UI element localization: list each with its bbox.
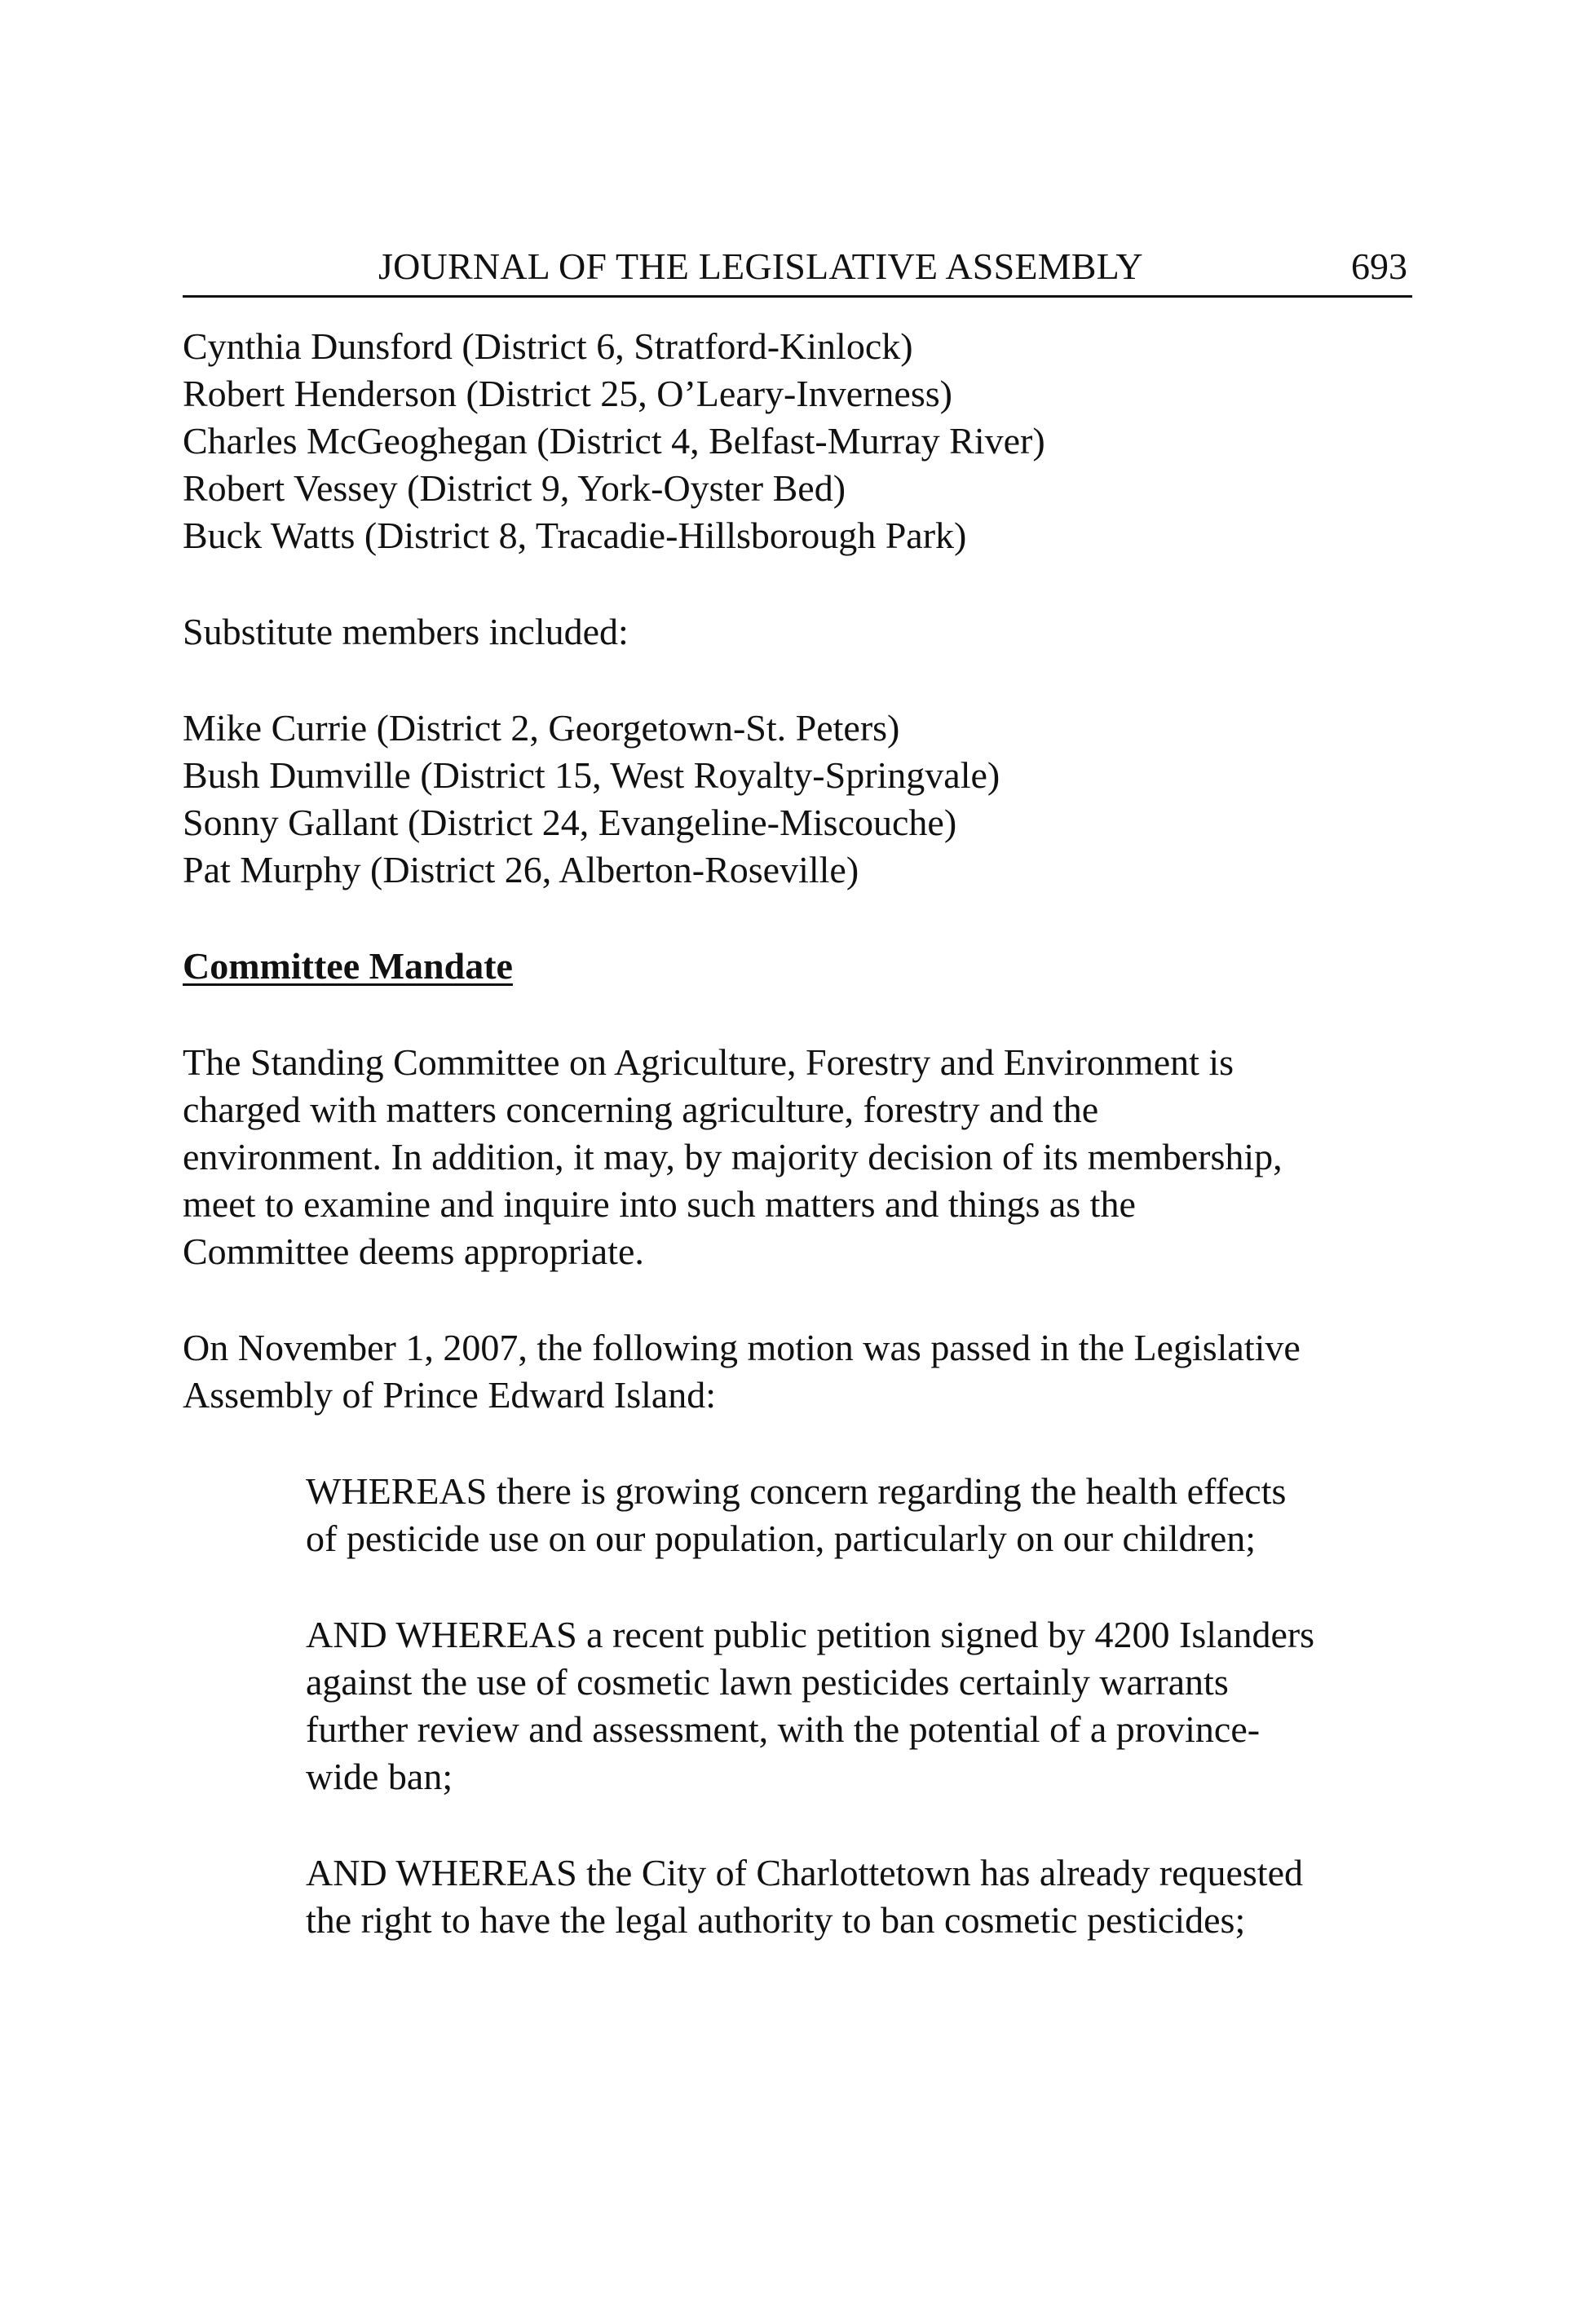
member-line: Robert Vessey (District 9, York-Oyster Bed) <box>183 467 846 509</box>
paragraph-line: On November 1, 2007, the following motion was passed in the Legislative <box>183 1327 1301 1368</box>
substitute-line: Mike Currie (District 2, Georgetown-St. Peters) <box>183 707 900 749</box>
member-list <box>183 323 1422 559</box>
mandate-paragraph <box>183 1039 1422 1275</box>
journal-title: JOURNAL OF THE LEGISLATIVE ASSEMBLY <box>378 245 1143 287</box>
member-line: Charles McGeoghegan (District 4, Belfast-Murray River) <box>183 420 1045 462</box>
paragraph-line: environment. In addition, it may, by majority decision of its membership, <box>183 1136 1283 1177</box>
section-heading: Committee Mandate <box>183 945 513 987</box>
paragraph-line: meet to examine and inquire into such matters and things as the <box>183 1183 1136 1225</box>
paragraph-line: Committee deems appropriate. <box>183 1230 644 1272</box>
clause-line: against the use of cosmetic lawn pesticides certainly warrants <box>306 1661 1229 1703</box>
clause-line: the right to have the legal authority to ban cosmetic pesticides; <box>306 1899 1246 1941</box>
spacer <box>183 559 1422 608</box>
substitute-list <box>183 705 1422 894</box>
spacer <box>183 1275 1422 1324</box>
clause-line: wide ban; <box>306 1756 453 1797</box>
page-number: 693 <box>1351 245 1407 287</box>
clause-line: further review and assessment, with the potential of a province- <box>306 1708 1261 1750</box>
clause-line: AND WHEREAS a recent public petition signed by 4200 Islanders <box>306 1614 1315 1655</box>
member-line: Cynthia Dunsford (District 6, Stratford-Kinlock) <box>183 325 913 367</box>
motion-clause <box>183 1468 1422 1562</box>
spacer <box>183 1562 1422 1611</box>
spacer <box>183 894 1422 943</box>
clause-line: AND WHEREAS the City of Charlottetown has already requested <box>306 1852 1303 1893</box>
spacer <box>183 990 1422 1039</box>
page-content <box>183 323 1422 1944</box>
spacer <box>183 656 1422 705</box>
paragraph-line: charged with matters concerning agriculture, forestry and the <box>183 1089 1099 1130</box>
substitute-line: Sonny Gallant (District 24, Evangeline-Miscouche) <box>183 802 957 843</box>
motion-intro-paragraph <box>183 1324 1422 1419</box>
spacer <box>183 1800 1422 1849</box>
spacer <box>183 1419 1422 1468</box>
member-line: Robert Henderson (District 25, O’Leary-Inverness) <box>183 373 952 414</box>
motion-clause <box>183 1611 1422 1800</box>
paragraph-line: Assembly of Prince Edward Island: <box>183 1374 717 1416</box>
paragraph-line: The Standing Committee on Agriculture, Forestry and Environment is <box>183 1041 1234 1083</box>
substitute-intro: Substitute members included: <box>183 611 629 652</box>
clause-line: WHEREAS there is growing concern regarding the health effects <box>306 1470 1287 1512</box>
motion-clause <box>183 1849 1422 1944</box>
page-header <box>183 236 1412 298</box>
clause-line: of pesticide use on our population, particularly on our children; <box>306 1518 1257 1559</box>
substitute-line: Bush Dumville (District 15, West Royalty-Springvale) <box>183 754 1000 796</box>
member-line: Buck Watts (District 8, Tracadie-Hillsborough Park) <box>183 515 967 556</box>
substitute-line: Pat Murphy (District 26, Alberton-Roseville) <box>183 849 859 890</box>
